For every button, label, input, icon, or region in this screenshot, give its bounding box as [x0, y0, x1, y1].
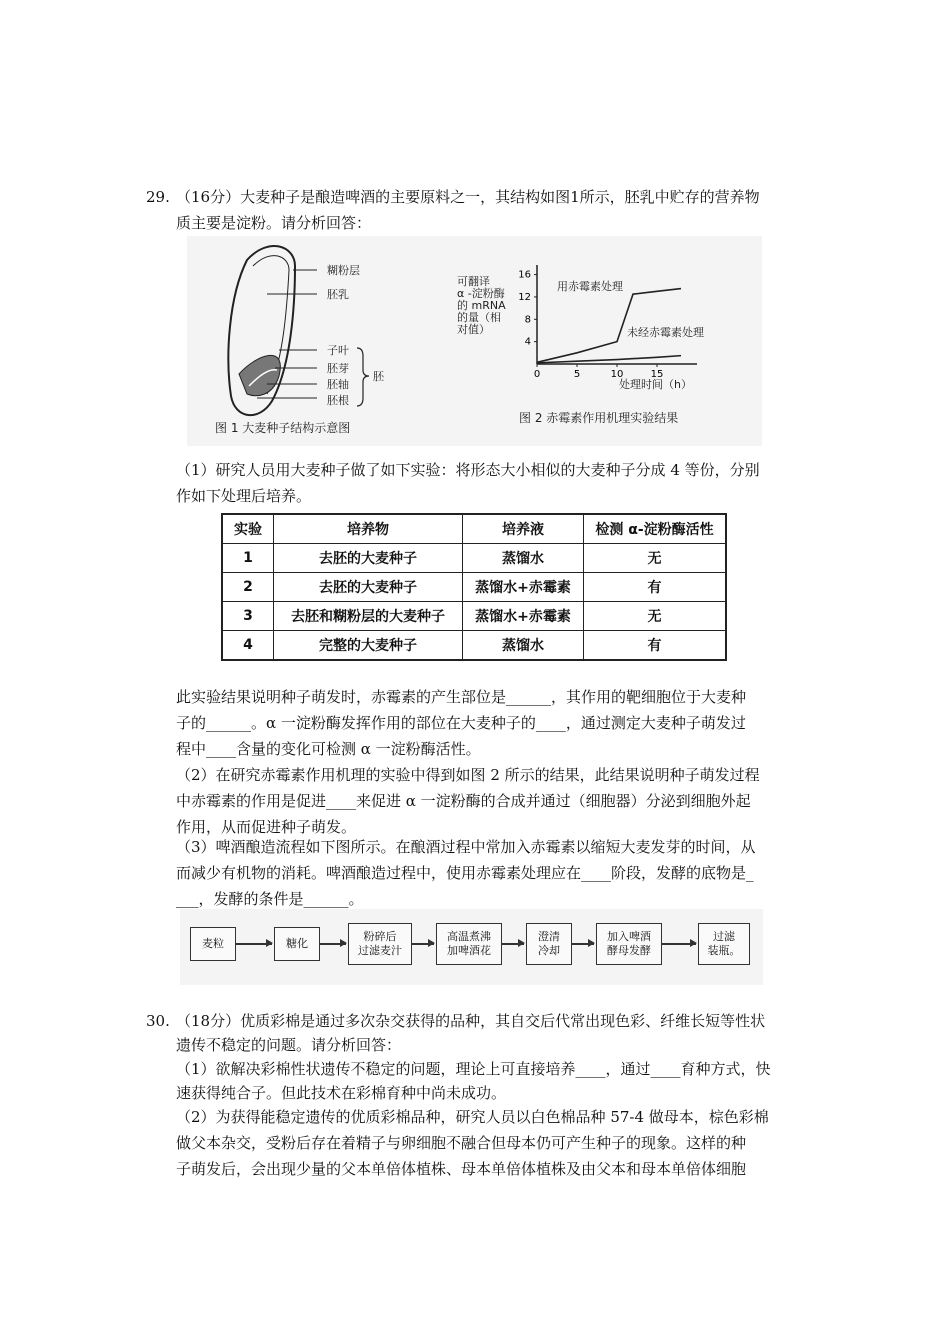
- table-cell: 有: [584, 573, 727, 602]
- table-cell: 完整的大麦种子: [274, 631, 463, 661]
- x-tick-label: 15: [650, 369, 664, 380]
- x-tick-label: 0: [533, 369, 541, 380]
- table-cell: 3: [222, 602, 274, 631]
- q29-text-line: 中赤霉素的作用是促进____来促进 α 一淀粉酶的合成并通过（细胞器）分泌到细胞外起: [176, 792, 751, 810]
- flow-step: 粉碎后 过滤麦汁: [348, 923, 412, 965]
- table-row: [222, 573, 726, 602]
- table-row: [222, 631, 726, 661]
- table-header-row: [222, 514, 726, 544]
- q30-text-line: （1）欲解决彩棉性状遗传不稳定的问题，理论上可直接培养____，通过____育种方式，快: [176, 1060, 771, 1078]
- table-cell: 蒸馏水+赤霉素: [463, 573, 584, 602]
- series-label-untreated: 未经赤霉素处理: [627, 326, 704, 339]
- figure-2-caption: 图 2 赤霉素作用机理实验结果: [519, 411, 679, 425]
- label-radicle: 胚根: [327, 394, 349, 407]
- flow-step: 加入啤酒 酵母发酵: [596, 923, 662, 965]
- table-cell: 2: [222, 573, 274, 602]
- q30-text-line: 速获得纯合子。但此技术在彩棉育种中尚未成功。: [176, 1084, 507, 1102]
- q30-text-line: （2）为获得能稳定遗传的优质彩棉品种，研究人员以白色棉品种 57-4 做母本，棕色彩棉: [176, 1108, 769, 1126]
- q30-text-line: 做父本杂交，受粉后存在着精子与卵细胞不融合但母本仍可产生种子的现象。这样的种: [176, 1134, 747, 1152]
- q29-line-2: 质主要是淀粉。请分析回答：: [176, 214, 372, 232]
- q30-line-1: （18分）优质彩棉是通过多次杂交获得的品种，其自交后代常出现色彩、纤维长短等性状: [176, 1012, 766, 1030]
- table-cell: 蒸馏水+赤霉素: [463, 602, 584, 631]
- table-cell: 无: [584, 544, 727, 573]
- brewing-flow-diagram: [180, 909, 763, 985]
- q29-text-line: ___，发酵的条件是______。: [176, 890, 364, 908]
- label-endosperm: 胚乳: [327, 288, 349, 301]
- q29-text-line: （2）在研究赤霉素作用机理的实验中得到如图 2 所示的结果，此结果说明种子萌发过程: [176, 766, 760, 784]
- table-cell: 4: [222, 631, 274, 661]
- x-tick-label: 10: [610, 369, 624, 380]
- flow-step: 麦粒: [190, 927, 236, 961]
- table-cell: 去胚的大麦种子: [274, 573, 463, 602]
- chart-y-label: 可翻译 α -淀粉酶 的 mRNA 的量（相 对值）: [457, 275, 506, 336]
- flow-arrow: [662, 943, 696, 945]
- seed-structure-diagram: [187, 236, 417, 446]
- question-29-number: 29.: [146, 188, 170, 206]
- q29-text-line: 子的______。α 一淀粉酶发挥作用的部位在大麦种子的____，通过测定大麦种子萌发过: [176, 714, 746, 732]
- table-header: 培养液: [463, 514, 584, 544]
- table-cell: 蒸馏水: [463, 544, 584, 573]
- q29-text-line: （3）啤酒酿造流程如下图所示。在酿酒过程中常加入赤霉素以缩短大麦发芽的时间，从: [176, 838, 756, 856]
- label-plumule: 胚芽: [327, 362, 349, 375]
- q29-text-line: 此实验结果说明种子萌发时，赤霉素的产生部位是______，其作用的靶细胞位于大麦种: [176, 688, 747, 706]
- q30-line-2: 遗传不稳定的问题。请分析回答：: [176, 1036, 402, 1054]
- chart-x-label: 处理时间（h）: [619, 378, 692, 391]
- flow-step: 糖化: [274, 927, 320, 961]
- flow-step: 过滤 装瓶。: [698, 923, 750, 965]
- label-hypocotyl: 胚轴: [327, 378, 349, 391]
- y-tick-label: 8: [524, 314, 531, 326]
- x-tick-label: 5: [573, 369, 581, 380]
- q29-line-1: （16分）大麦种子是酿造啤酒的主要原料之一，其结构如图1所示，胚乳中贮存的营养物: [176, 188, 760, 206]
- q29-part1-line-1: （1）研究人员用大麦种子做了如下实验：将形态大小相似的大麦种子分成 4 等份，分别: [176, 461, 760, 479]
- q29-text-line: 而减少有机物的消耗。啤酒酿造过程中，使用赤霉素处理应在____阶段，发酵的底物是_: [176, 864, 754, 882]
- table-row: [222, 544, 726, 573]
- y-tick-label: 12: [518, 291, 531, 303]
- flow-arrow: [236, 943, 272, 945]
- table-cell: 有: [584, 631, 727, 661]
- table-cell: 无: [584, 602, 727, 631]
- table-row: [222, 602, 726, 631]
- flow-arrow: [412, 943, 434, 945]
- q29-text-line: 程中____含量的变化可检测 α 一淀粉酶活性。: [176, 740, 481, 758]
- flow-arrow: [320, 943, 346, 945]
- table-cell: 蒸馏水: [463, 631, 584, 661]
- q30-text-line: 子萌发后，会出现少量的父本单倍体植株、母本单倍体植株及由父本和母本单倍体细胞: [176, 1160, 747, 1178]
- question-30-number: 30.: [146, 1012, 170, 1030]
- label-aleurone: 糊粉层: [327, 264, 360, 277]
- table-header: 实验: [222, 514, 274, 544]
- flow-step: 澄清 冷却: [526, 923, 572, 965]
- table-header: 检测 α-淀粉酶活性: [584, 514, 727, 544]
- flow-step: 高温煮沸 加啤酒花: [436, 923, 502, 965]
- q29-text-line: 作用，从而促进种子萌发。: [176, 818, 357, 836]
- table-cell: 去胚和糊粉层的大麦种子: [274, 602, 463, 631]
- series-label-treated: 用赤霉素处理: [557, 280, 623, 293]
- figure-panel: [187, 236, 762, 446]
- experiment-table: [221, 513, 727, 661]
- q29-part1-line-2: 作如下处理后培养。: [176, 487, 312, 505]
- table-cell: 去胚的大麦种子: [274, 544, 463, 573]
- figure-1-caption: 图 1 大麦种子结构示意图: [215, 421, 351, 435]
- flow-arrow: [502, 943, 524, 945]
- y-tick-label: 16: [518, 269, 531, 281]
- flow-arrow: [572, 943, 594, 945]
- table-cell: 1: [222, 544, 274, 573]
- label-cotyledon: 子叶: [327, 344, 349, 357]
- y-tick-label: 4: [524, 336, 531, 348]
- label-embryo: 胚: [373, 370, 384, 383]
- table-header: 培养物: [274, 514, 463, 544]
